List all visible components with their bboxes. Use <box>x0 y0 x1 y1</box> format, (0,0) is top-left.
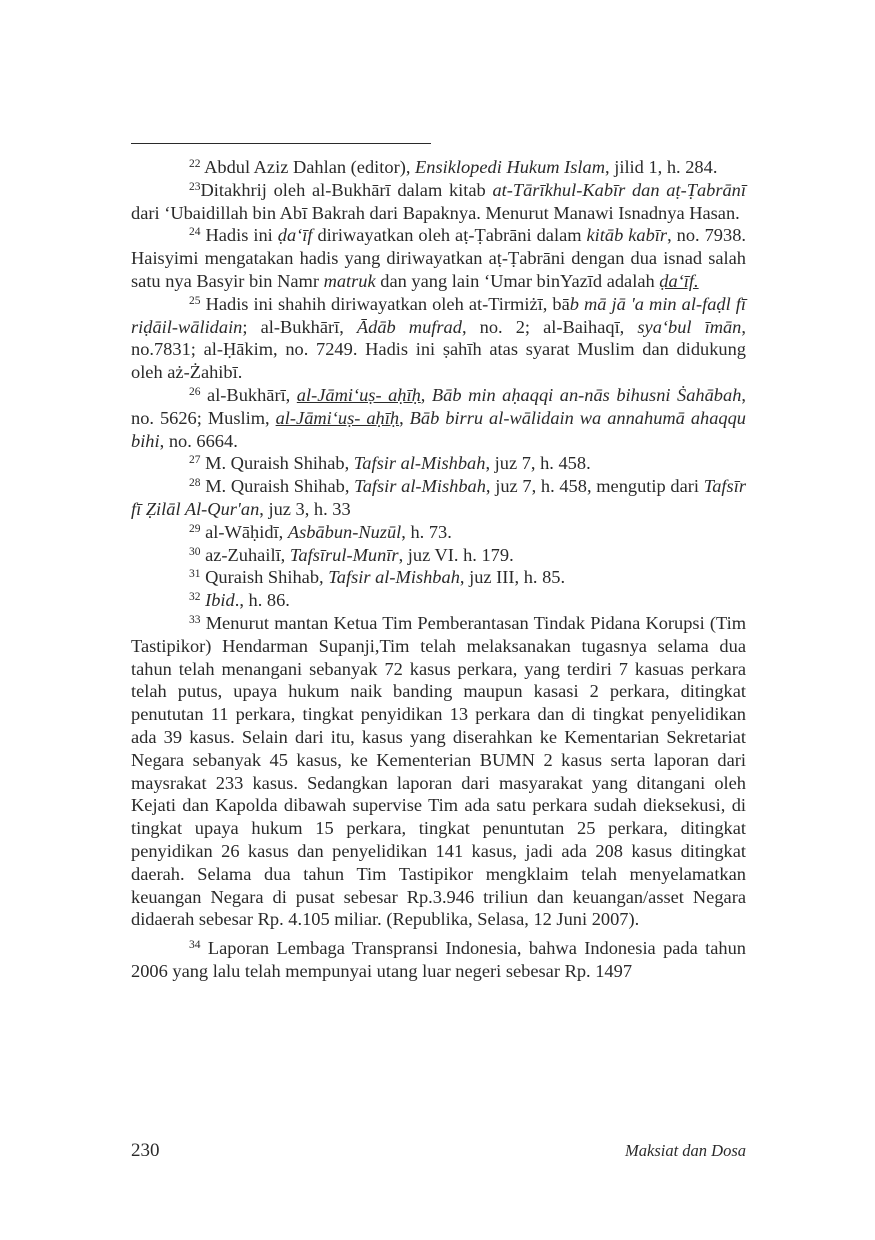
running-title: Maksiat dan Dosa <box>625 1141 746 1160</box>
footnote-32: $^{32}$ Ibid., h. 86. <box>189 590 290 611</box>
footnote-33: $^{33}$ Menurut mantan Ketua Tim Pemberantasan Tindak Pidana Korupsi (Tim Tastipikor) Hendarman Supanji,Tim telah melaksanakan tugasnya selama dua tahun telah menangani sebanyak 72 kasus perkara, yang terdiri 7 kasuas perkara telah putus, upaya hukum naik banding maupun kasasi 2 perkara, ditingkat penututan 11 perkara, tingkat penyidikan 13 perkara dan di tingkat penyelidikan ada 39 kasus. Selain dari itu, kasus yang diserahkan ke Kementarian Sekretariat Negara sebanyak 45 kasus, ke Kementerian BUMN 2 kasus serta laporan dari maysrakat 233 kasus. Sedangkan laporan dari masyarakat yang ditangani oleh Kejati dan Kapolda dibawah supervise Tim ada satu perkara sudah dieksekusi, di tingkat upaya hukum 15 perkara, tingkat penuntutan 25 perkara, ditingkat penyidikan 26 kasus dan penyelidikan 141 kasus, jadi ada 208 kasus ditingkat daerah. Selama dua tahun Tim Tastipikor mengklaim telah menyelamatkan keuangan Negara di pusat sebesar Rp.3.946 triliun dan keuangan/asset Negara didaerah sebesar Rp. 4.105 miliar. (Republika, Selasa, 12 Juni 2007). <box>131 612 746 930</box>
footnote-28: $^{28}$ M. Quraish Shihab, Tafsir al-Mishbah, juz 7, h. 458, mengutip dari Tafsīr fī Ẓilāl Al-Qur'an, juz 3, h. 33 <box>131 476 746 519</box>
footnote-30: $^{30}$ az-Zuhailī, Tafsīrul-Munīr, juz VI. h. 179. <box>189 544 514 565</box>
footnote-22: $^{22}$ Abdul Aziz Dahlan (editor), Ensiklopedi Hukum Islam, jilid 1, h. 284. <box>189 157 718 177</box>
footnote-25: $^{25}$ Hadis ini shahih diriwayatkan oleh at-Tirmiżī, bāb mā jā 'a min al-faḍl fī riḍāil-wālidain; al-Bukhārī, Ādāb mufrad, no. 2; al-Baihaqī, sya‘bul īmān, no.7831; al-Ḥākim, no. 7249. Hadis ini ṣahīh atas syarat Muslim dan didukung oleh aż-Żahibī. <box>131 293 746 383</box>
page-number: 230 <box>131 1140 160 1161</box>
page-footer <box>131 1140 746 1162</box>
footnote-27: $^{27}$ M. Quraish Shihab, Tafsir al-Mishbah, juz 7, h. 458. <box>189 453 591 474</box>
footnote-26: $^{26}$ al-Bukhārī, al-Jāmi‘uṣ- aḥīḥ, Bāb min aḥaqqi an-nās bihusni Ṡahābah, no. 5626; Muslim, al-Jāmi‘uṣ- aḥīḥ, Bāb birru al-wālidain wa annahumā ahaqqu bihi, no. 6664. <box>131 384 747 451</box>
footnote-34: $^{34}$ Laporan Lembaga Transpransi Indonesia, bahwa Indonesia pada tahun 2006 yang lalu telah mempunyai utang luar negeri sebesar Rp. 1497 <box>131 938 746 981</box>
footnote-separator <box>131 143 431 144</box>
footnotes <box>131 156 746 983</box>
footnote-24: $^{24}$ Hadis ini ḍa‘īf diriwayatkan oleh aṭ-Ṭabrāni dalam kitāb kabīr, no. 7938. Haisyimi mengatakan hadis yang diriwayatkan aṭ-Ṭabrāni dengan dua isnad salah satu nya Basyir bin Namr matruk dan yang lain ‘Umar binYazīd adalah ḍa‘īf. <box>131 225 746 291</box>
footnote-29: $^{29}$ al-Wāḥidī, Asbābun-Nuzūl, h. 73. <box>189 521 452 542</box>
footnote-31: $^{31}$ Quraish Shihab, Tafsir al-Mishbah, juz III, h. 85. <box>189 567 566 588</box>
footnote-23: $^{23}$Ditakhrij oleh al-Bukhārī dalam kitab at-Tārīkhul-Kabīr dan aṭ-Ṭabrānī dari ‘Ubaidillah bin Abī Bakrah dari Bapaknya. Menurut Manawi Isnadnya Hasan. <box>131 179 746 223</box>
